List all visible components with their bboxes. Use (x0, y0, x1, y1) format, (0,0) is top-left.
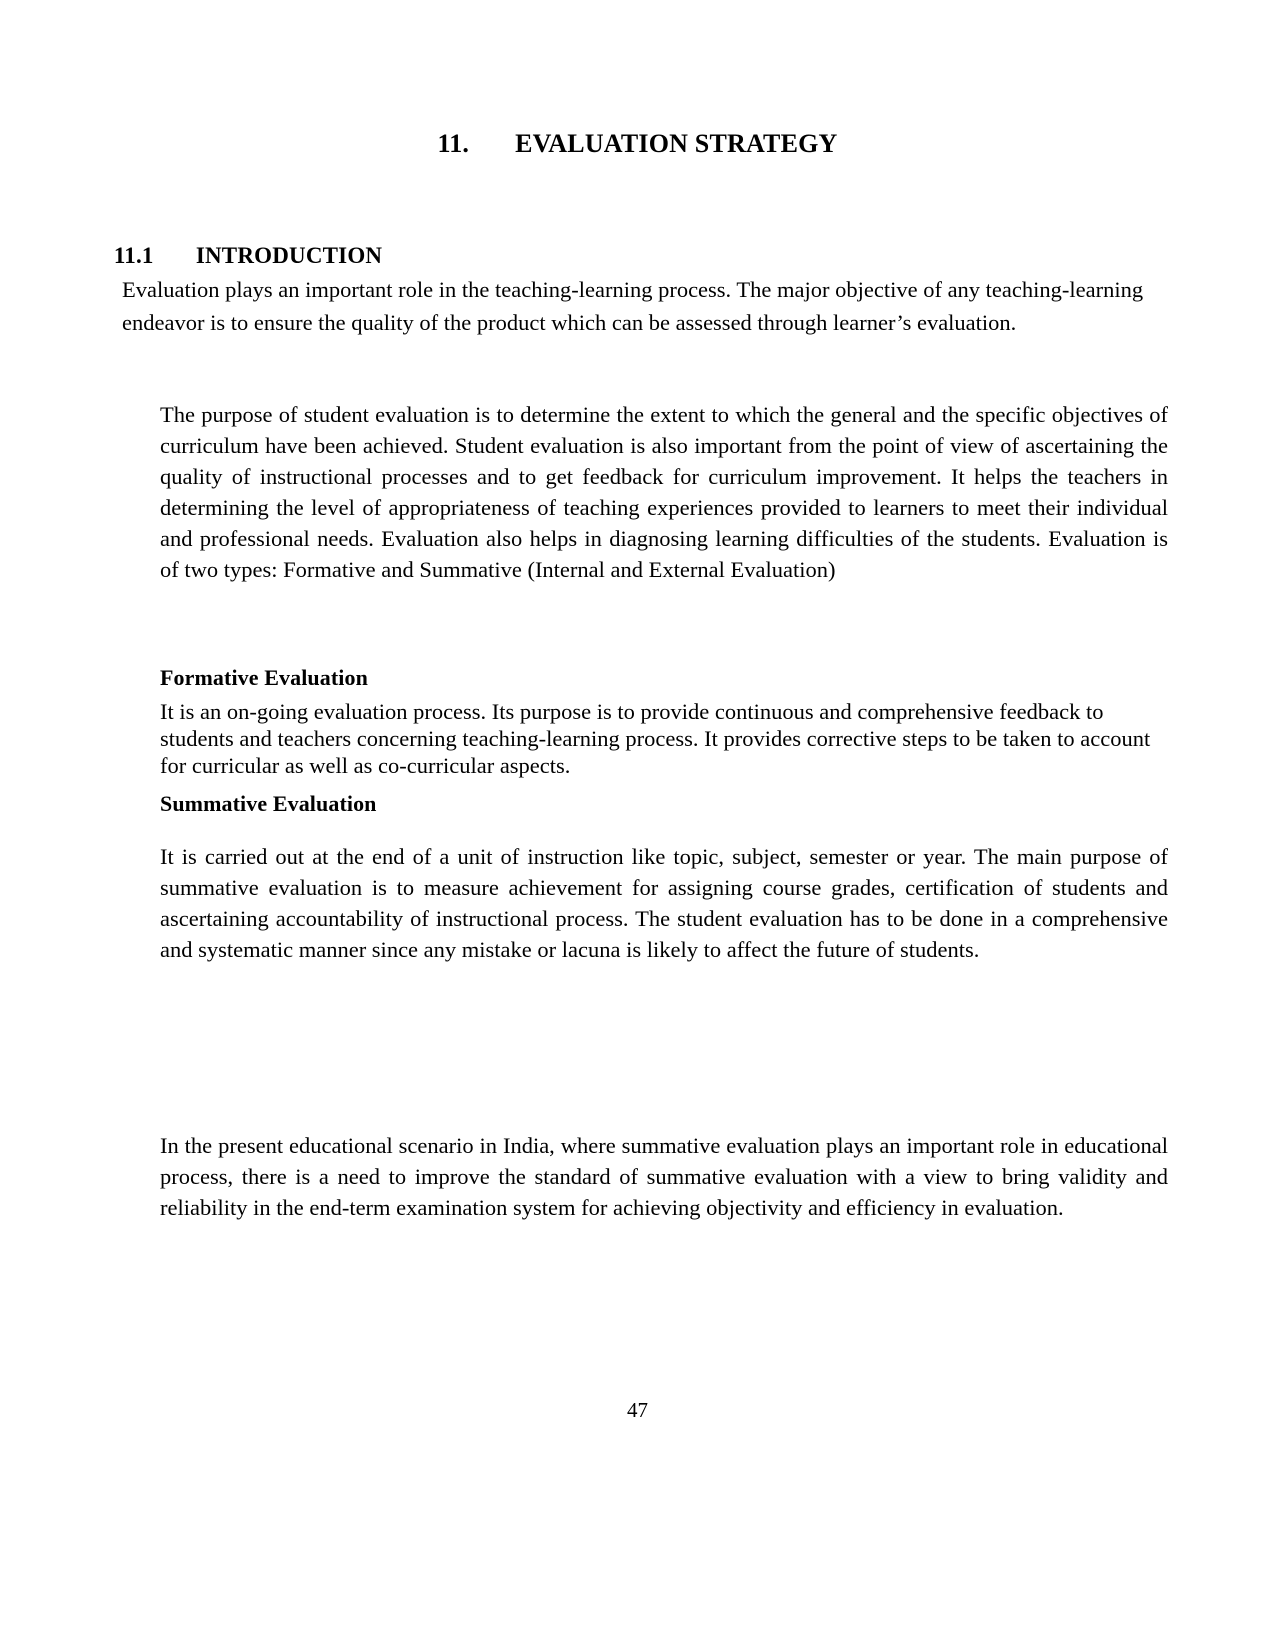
paragraph-introduction: Evaluation plays an important role in the teaching-learning process. The major objective of any teaching-learning endeavor is to ensure the quality of the product which can be assessed through learner’s evaluation. (122, 276, 1144, 335)
section-number: 11.1 (113, 243, 154, 269)
subheading-summative-evaluation: Summative Evaluation (160, 791, 377, 816)
paragraph-formative-evaluation: It is an on-going evaluation process. Its purpose is to provide continuous and comprehensive feedback to students and teachers concerning teaching-learning process. It provides corrective steps to be taken to account for curricular as well as co-curricular aspects. (160, 698, 1151, 778)
chapter-title-text: EVALUATION STRATEGY (515, 129, 838, 159)
page-title (0, 129, 1275, 159)
subheading-formative-evaluation: Formative Evaluation (160, 665, 368, 690)
page-number: 47 (627, 1398, 648, 1422)
chapter-number: 11. (437, 129, 470, 159)
paragraph-purpose-of-evaluation: The purpose of student evaluation is to determine the extent to which the general and the specific objectives of curriculum have been achieved. Student evaluation is also important from the point of view of ascertaining the quality of instructional processes and to get feedback for curriculum improvement. It helps the teachers in determining the level of appropriateness of teaching experiences provided to learners to meet their individual and professional needs. Evaluation also helps in diagnosing learning difficulties of the students. Evaluation is of two types: Formative and Summative (Internal and External Evaluation) (160, 401, 1168, 582)
section-title-text: INTRODUCTION (195, 243, 383, 269)
paragraph-educational-scenario: In the present educational scenario in India, where summative evaluation plays an important role in educational process, there is a need to improve the standard of summative evaluation with a view to bring validity and reliability in the end-term examination system for achieving objectivity and efficiency in evaluation. (160, 1132, 1168, 1220)
paragraph-summative-evaluation: It is carried out at the end of a unit of instruction like topic, subject, semester or year. The main purpose of summative evaluation is to measure achievement for assigning course grades, certification of students and ascertaining accountability of instructional process. The student evaluation has to be done in a comprehensive and systematic manner since any mistake or lacuna is likely to affect the future of students. (160, 843, 1168, 962)
